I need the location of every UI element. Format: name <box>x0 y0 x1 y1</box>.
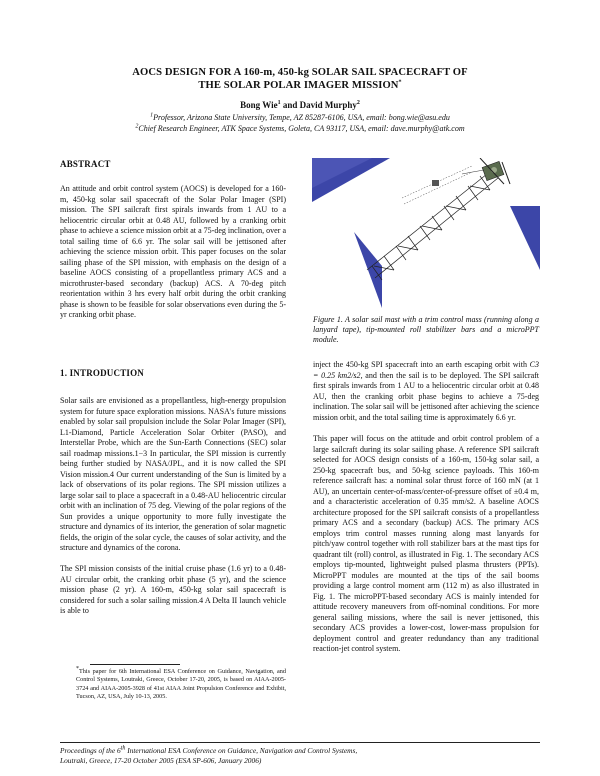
right-paragraph-1: inject the 450-kg SPI spacecraft into an earth escaping orbit with C3 = 0.25 km2/s2, and then the sail is to be deployed. The SPI sailcraft first spirals inwards from 1 AU to a heliocentric circular orbit at 0.48 AU, then the cranking orbit phase begins to achieve a 75-deg inclination. The solar sail will be jettisoned after achieving the science mission orbit, and the total sailing time is approximately 6.6 yr. <box>313 360 540 422</box>
abstract-heading: ABSTRACT <box>60 159 111 169</box>
right-column-body <box>313 360 539 665</box>
author-1: Bong Wie <box>240 100 278 110</box>
paper-title <box>60 66 540 92</box>
footer-rule <box>60 742 540 743</box>
figure-1-illustration <box>312 158 546 314</box>
intro-paragraph-1: Solar sails are envisioned as a propellantless, high-energy propulsion system for future space exploration missions. NASA's future missions enabled by solar sail propulsion include the Solar Polar Imager (SPI), L1-Diamond, Particle Acceleration Solar Orbiter (PASO), and Interstellar Probe, which are the Sun-Earth Connections (SEC) solar sail roadmap missions.1−3 In particular, the SPI mission is currently being further studied by NASA/JPL, and it is now called the SPI Vision mission.4 Our current understanding of the Sun is limited by a lack of observations of its polar regions. The SPI mission utilizes a large solar sail to place a spacecraft in a 0.48-AU heliocentric circular orbit with an inclination of 75 deg. Viewing of the polar regions of the Sun provides a unique opportunity to more fully investigate the structure and dynamics of its interior, the generation of solar magnetic fields, the origin of the solar cycle, the causes of solar activity, and the structure and dynamics of the corona. <box>60 396 286 552</box>
author-1-mark: 1 <box>277 100 281 106</box>
author-line <box>60 100 540 110</box>
sail-mast-truss <box>367 170 498 280</box>
author-2: David Murphy <box>299 100 357 110</box>
footer-line-1: Proceedings of the 6th International ESA Conference on Guidance, Navigation and Control Systems, <box>60 745 358 755</box>
affiliation-2: $^2$Chief Research Engineer, ATK Space Systems, Goleta, CA 93117, USA, email: dave.murphy@atk.com <box>135 122 465 133</box>
affiliations <box>60 113 540 134</box>
c3-equation: C3 = 0.25 km2/s2 <box>313 360 539 380</box>
proceedings-footer <box>60 746 540 765</box>
affiliation-1: $^1$Professor, Arizona State University, Tempe, AZ 85287-6106, USA, email: bong.wie@asu.edu <box>150 112 450 122</box>
author-2-mark: 2 <box>356 100 360 106</box>
footnote <box>76 665 286 702</box>
footnote-text: This paper for 6th International ESA Conference on Guidance, Navigation, and Control Systems, Loutraki, Greece, October 17-20, 2005, is based on AIAA-2005-3724 and AIAA-2005-3928 of 41st AIAA Joint Propulsion Conference and Exhibit, Tucson, AZ, USA, July 10-13, 2005. <box>76 668 286 701</box>
sail-quadrant-right <box>510 206 540 270</box>
title-footnote-mark: * <box>398 79 402 86</box>
figure-1 <box>312 158 546 314</box>
title-line-1: AOCS DESIGN FOR A 160-m, 450-kg SOLAR SAIL SPACECRAFT OF <box>132 67 468 78</box>
footnote-rule <box>90 664 180 665</box>
intro-heading: 1. INTRODUCTION <box>60 368 145 378</box>
intro-body <box>60 396 286 627</box>
intro-paragraph-2: The SPI mission consists of the initial cruise phase (1.6 yr) to a 0.48-AU circular orbit, the cranking orbit phase (5 yr), and the science mission phase (2 yr). A 160-m, 450-kg solar sail spacecraft is considered for such a solar sailing mission.4 A Delta II launch vehicle is able to <box>60 564 286 615</box>
abstract-text: An attitude and orbit control system (AOCS) is developed for a 160-m, 450-kg solar sail spacecraft of the Solar Polar Imager (SPI) mission. The SPI sailcraft first spirals inwards from 1 AU to a heliocentric circular orbit at 0.48 AU, followed by a cranking orbit phase to achieve a science mission orbit at a 75-deg inclination, over a total sailing time of 6.6 yr. The solar sail will be jettisoned after achieving the science mission orbit. This paper focuses on the solar sailing phase of the SPI mission, with emphasis on the design of a baseline AOCS consisting of a propellantless primary ACS and a microthruster-based secondary (backup) ACS. A 70-deg pitch reorientation within 3 hrs every half orbit during the orbit cranking phase is shown to be feasible for solar observations even during the 5-yr cranking orbit phase. <box>60 184 286 319</box>
sail-quadrant-bottom-left <box>354 232 382 308</box>
author-and: and <box>280 100 300 110</box>
tip-lanyard <box>462 170 484 174</box>
trim-control-mass <box>432 180 439 186</box>
title-line-2: THE SOLAR POLAR IMAGER MISSION* <box>198 79 402 91</box>
right-paragraph-2: This paper will focus on the attitude and orbit control problem of a large sailcraft during its solar sailing phase. A reference SPI sailcraft selected for AOCS design consists of a 160-m, 150-kg solar sail, a 250-kg spacecraft bus, and 50-kg science payloads. This 160-m reference sailcraft has: a nominal solar thrust force of 160 mN (at 1 AU), an uncertain center-of-mass/center-of-pressure offset of ±0.4 m, and a characteristic acceleration of 0.35 mm/s2. A baseline AOCS architecture proposed for the SPI sailcraft consists of a propellantless primary ACS and a secondary (backup) ACS. The primary ACS employs trim control masses running along mast lanyards for pitch/yaw control together with roll stabilizer bars at the mast tips for quadrant tilt (roll) control, as illustrated in Fig. 1. The secondary ACS employs tip-mounted, lightweight pulsed plasma thrusters (PPTs). MicroPPT modules are mounted at the tips of the sail booms providing a large control moment arm (112 m) as also illustrated in Fig. 1. The microPPT-based secondary ACS is mainly intended for attitude recovery maneuvers from off-nominal conditions. For more general sailing missions, where the sail is never jettisoned, this secondary ACS provides a lower-cost, lower-mass propulsion for deployment control and greater redundancy than any traditional reaction-jet control system. <box>313 434 539 653</box>
figure-1-caption: Figure 1. A solar sail mast with a trim control mass (running along a lanyard tape), tip-mounted roll stabilizer bars and a microPPT module. <box>313 315 539 345</box>
footnote-mark: * <box>76 665 79 672</box>
footer-line-2: Loutraki, Greece, 17-20 October 2005 (ESA SP-606, January 2006) <box>60 755 262 765</box>
